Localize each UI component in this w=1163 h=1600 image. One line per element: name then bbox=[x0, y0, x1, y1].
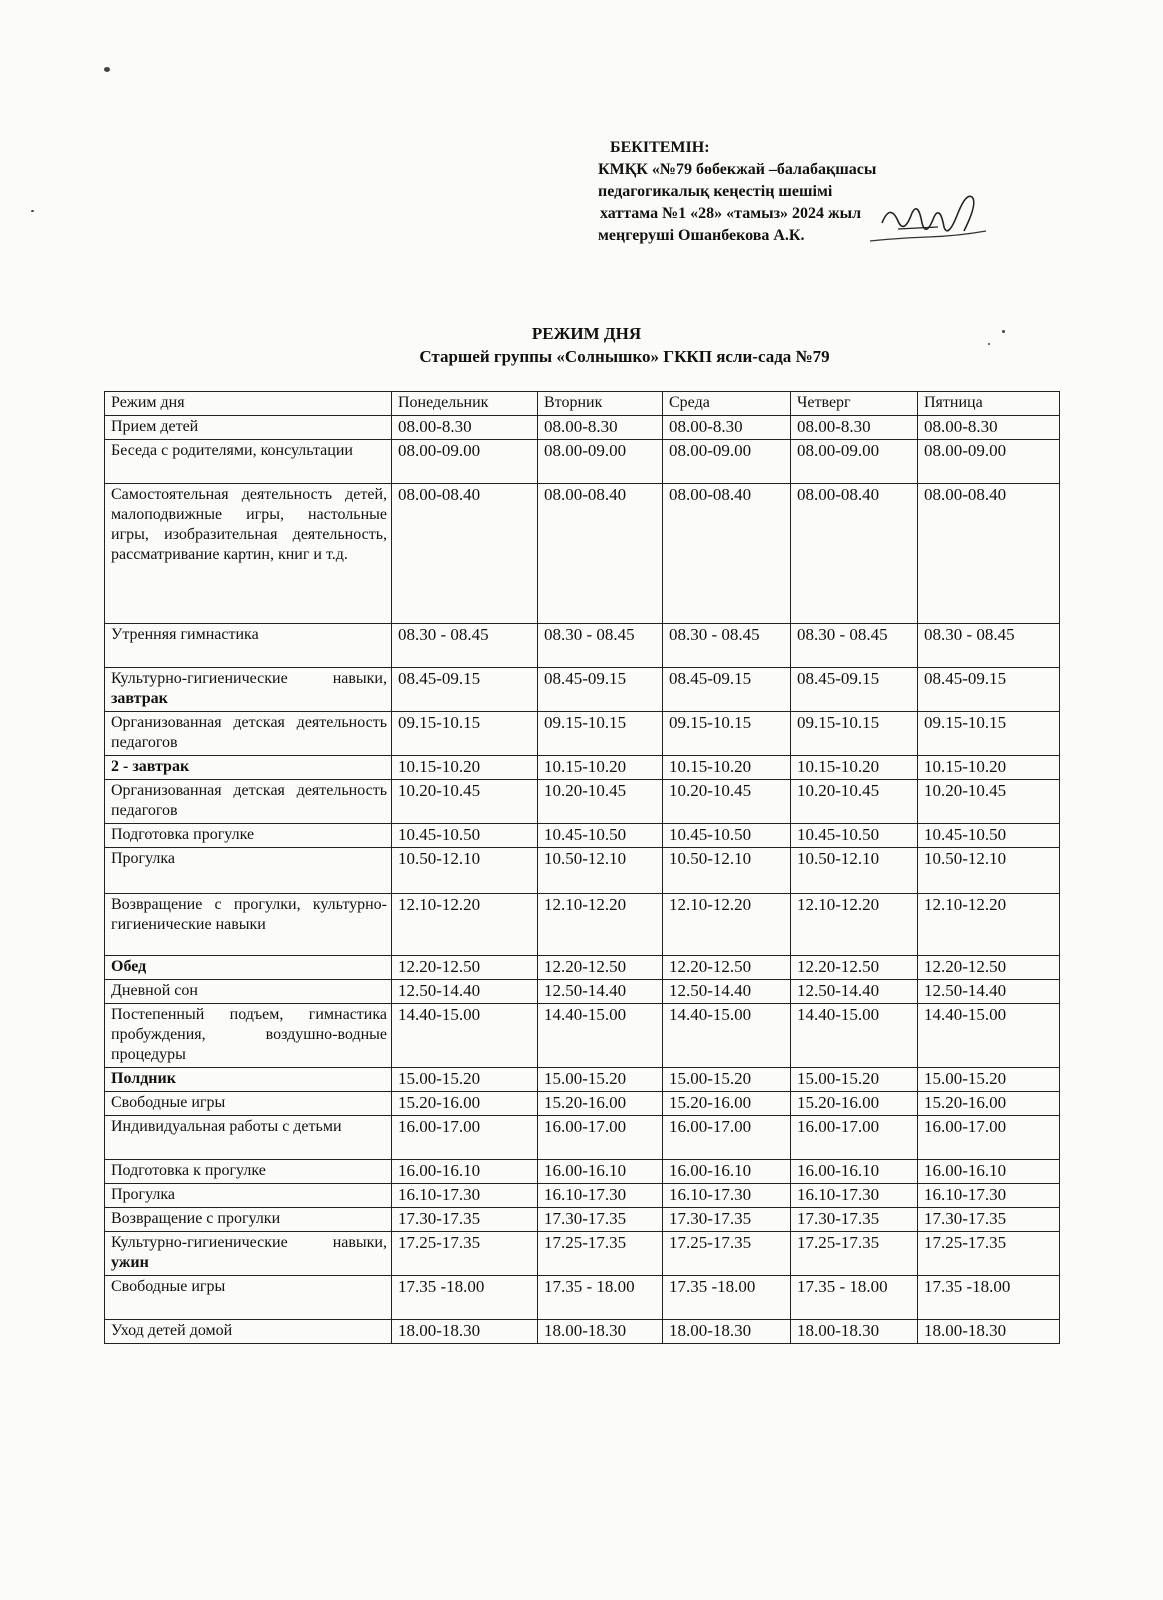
time-cell: 10.50-12.10 bbox=[918, 848, 1060, 894]
activity-text: Утренняя гимнастика bbox=[111, 626, 259, 643]
activity-text: Возвращение с прогулки, культурно-гигиенические навыки bbox=[111, 896, 387, 933]
time-cell: 12.10-12.20 bbox=[538, 894, 663, 956]
header-cell: Понедельник bbox=[392, 392, 538, 416]
time-cell: 08.30 - 08.45 bbox=[663, 624, 791, 668]
time-cell: 16.00-16.10 bbox=[918, 1160, 1060, 1184]
activity-text: Прогулка bbox=[111, 1186, 176, 1203]
schedule-table bbox=[104, 391, 1060, 1344]
table-row bbox=[105, 1184, 1060, 1208]
time-cell: 08.00-08.40 bbox=[791, 484, 918, 624]
time-cell: 10.20-10.45 bbox=[791, 780, 918, 824]
activity-cell bbox=[105, 848, 392, 894]
time-cell: 14.40-15.00 bbox=[392, 1004, 538, 1068]
time-cell: 10.15-10.20 bbox=[538, 756, 663, 780]
table-row bbox=[105, 980, 1060, 1004]
time-cell: 08.45-09.15 bbox=[918, 668, 1060, 712]
time-cell: 14.40-15.00 bbox=[918, 1004, 1060, 1068]
activity-text: Беседа с родителями, консультации bbox=[111, 442, 353, 459]
time-cell: 10.50-12.10 bbox=[663, 848, 791, 894]
header-cell: Пятница bbox=[918, 392, 1060, 416]
time-cell: 17.35 -18.00 bbox=[392, 1276, 538, 1320]
time-cell: 16.10-17.30 bbox=[538, 1184, 663, 1208]
time-cell: 15.20-16.00 bbox=[663, 1092, 791, 1116]
time-cell: 08.00-08.40 bbox=[663, 484, 791, 624]
time-cell: 12.50-14.40 bbox=[538, 980, 663, 1004]
signature-image bbox=[868, 183, 988, 253]
activity-cell bbox=[105, 1320, 392, 1344]
time-cell: 15.00-15.20 bbox=[538, 1068, 663, 1092]
approval-protocol: хаттама №1 «28» «тамыз» 2024 жыл bbox=[600, 205, 862, 222]
header-cell: Вторник bbox=[538, 392, 663, 416]
time-cell: 09.15-10.15 bbox=[392, 712, 538, 756]
time-cell: 17.25-17.35 bbox=[663, 1232, 791, 1276]
approval-block bbox=[598, 137, 876, 247]
activity-text: Прием детей bbox=[111, 418, 199, 435]
activity-cell bbox=[105, 712, 392, 756]
activity-cell bbox=[105, 894, 392, 956]
table-row bbox=[105, 1092, 1060, 1116]
time-cell: 08.45-09.15 bbox=[663, 668, 791, 712]
time-cell: 12.20-12.50 bbox=[663, 956, 791, 980]
table-row bbox=[105, 1276, 1060, 1320]
time-cell: 17.25-17.35 bbox=[918, 1232, 1060, 1276]
time-cell: 10.45-10.50 bbox=[663, 824, 791, 848]
time-cell: 08.00-8.30 bbox=[538, 416, 663, 440]
time-cell: 12.20-12.50 bbox=[392, 956, 538, 980]
activity-text: Культурно-гигиенические навыки, bbox=[111, 670, 387, 687]
time-cell: 12.20-12.50 bbox=[538, 956, 663, 980]
time-cell: 17.35 -18.00 bbox=[918, 1276, 1060, 1320]
table-row bbox=[105, 780, 1060, 824]
activity-cell bbox=[105, 1160, 392, 1184]
time-cell: 12.10-12.20 bbox=[791, 894, 918, 956]
time-cell: 15.00-15.20 bbox=[392, 1068, 538, 1092]
header-cell: Режим дня bbox=[105, 392, 392, 416]
time-cell: 18.00-18.30 bbox=[538, 1320, 663, 1344]
time-cell: 14.40-15.00 bbox=[538, 1004, 663, 1068]
time-cell: 16.00-17.00 bbox=[538, 1116, 663, 1160]
table-row bbox=[105, 756, 1060, 780]
activity-cell bbox=[105, 780, 392, 824]
time-cell: 17.30-17.35 bbox=[538, 1208, 663, 1232]
time-cell: 10.15-10.20 bbox=[663, 756, 791, 780]
time-cell: 18.00-18.30 bbox=[392, 1320, 538, 1344]
time-cell: 16.00-16.10 bbox=[538, 1160, 663, 1184]
time-cell: 17.30-17.35 bbox=[918, 1208, 1060, 1232]
table-header-row bbox=[105, 392, 1060, 416]
activity-text: Уход детей домой bbox=[111, 1322, 233, 1339]
time-cell: 16.10-17.30 bbox=[791, 1184, 918, 1208]
activity-cell bbox=[105, 824, 392, 848]
time-cell: 18.00-18.30 bbox=[663, 1320, 791, 1344]
time-cell: 10.50-12.10 bbox=[791, 848, 918, 894]
activity-cell bbox=[105, 756, 392, 780]
time-cell: 17.25-17.35 bbox=[392, 1232, 538, 1276]
table-row bbox=[105, 1068, 1060, 1092]
time-cell: 12.50-14.40 bbox=[791, 980, 918, 1004]
activity-meal: завтрак bbox=[111, 690, 168, 707]
table-row bbox=[105, 1116, 1060, 1160]
table-row bbox=[105, 668, 1060, 712]
activity-cell bbox=[105, 1068, 392, 1092]
time-cell: 17.35 - 18.00 bbox=[538, 1276, 663, 1320]
table-row bbox=[105, 712, 1060, 756]
time-cell: 15.20-16.00 bbox=[392, 1092, 538, 1116]
time-cell: 09.15-10.15 bbox=[663, 712, 791, 756]
activity-meal: Полдник bbox=[111, 1070, 176, 1087]
activity-cell bbox=[105, 1116, 392, 1160]
activity-cell bbox=[105, 956, 392, 980]
time-cell: 08.00-09.00 bbox=[663, 440, 791, 484]
activity-text: Подготовка прогулке bbox=[111, 826, 255, 843]
time-cell: 14.40-15.00 bbox=[663, 1004, 791, 1068]
time-cell: 10.45-10.50 bbox=[791, 824, 918, 848]
activity-text: Культурно-гигиенические навыки, bbox=[111, 1234, 387, 1251]
time-cell: 08.00-09.00 bbox=[392, 440, 538, 484]
activity-text: Самостоятельная деятельность детей, малоподвижные игры, настольные игры, изобразительная деятельность, рассматривание картин, книг и т.д. bbox=[111, 486, 387, 563]
approval-heading: БЕКІТЕМІН: bbox=[610, 139, 710, 156]
time-cell: 08.30 - 08.45 bbox=[918, 624, 1060, 668]
time-cell: 10.50-12.10 bbox=[392, 848, 538, 894]
time-cell: 08.00-8.30 bbox=[392, 416, 538, 440]
time-cell: 16.00-16.10 bbox=[392, 1160, 538, 1184]
activity-cell bbox=[105, 1184, 392, 1208]
activity-cell bbox=[105, 980, 392, 1004]
time-cell: 08.30 - 08.45 bbox=[791, 624, 918, 668]
activity-cell bbox=[105, 1004, 392, 1068]
time-cell: 15.00-15.20 bbox=[918, 1068, 1060, 1092]
table-row bbox=[105, 1232, 1060, 1276]
time-cell: 12.20-12.50 bbox=[918, 956, 1060, 980]
time-cell: 12.20-12.50 bbox=[791, 956, 918, 980]
table-row bbox=[105, 624, 1060, 668]
time-cell: 10.45-10.50 bbox=[392, 824, 538, 848]
activity-text: Дневной сон bbox=[111, 982, 198, 999]
time-cell: 08.45-09.15 bbox=[538, 668, 663, 712]
time-cell: 16.00-16.10 bbox=[791, 1160, 918, 1184]
time-cell: 09.15-10.15 bbox=[538, 712, 663, 756]
time-cell: 08.00-08.40 bbox=[538, 484, 663, 624]
time-cell: 15.20-16.00 bbox=[918, 1092, 1060, 1116]
document-title bbox=[0, 322, 1163, 368]
scan-speck bbox=[31, 210, 34, 212]
time-cell: 08.00-09.00 bbox=[538, 440, 663, 484]
time-cell: 08.00-09.00 bbox=[791, 440, 918, 484]
header-cell: Четверг bbox=[791, 392, 918, 416]
approval-organization: КМҚК «№79 бөбекжай –балабақшасы bbox=[598, 161, 877, 178]
table-row bbox=[105, 1160, 1060, 1184]
time-cell: 08.00-08.40 bbox=[392, 484, 538, 624]
table-row bbox=[105, 956, 1060, 980]
time-cell: 09.15-10.15 bbox=[918, 712, 1060, 756]
time-cell: 08.00-8.30 bbox=[663, 416, 791, 440]
table-row bbox=[105, 894, 1060, 956]
scan-speck bbox=[104, 67, 110, 72]
schedule-body bbox=[105, 416, 1060, 1344]
time-cell: 16.00-17.00 bbox=[663, 1116, 791, 1160]
time-cell: 10.20-10.45 bbox=[538, 780, 663, 824]
activity-meal: 2 - завтрак bbox=[111, 758, 190, 775]
table-row bbox=[105, 848, 1060, 894]
activity-text: Постепенный подъем, гимнастика пробуждения, воздушно-водные процедуры bbox=[111, 1006, 387, 1063]
time-cell: 09.15-10.15 bbox=[791, 712, 918, 756]
time-cell: 17.30-17.35 bbox=[663, 1208, 791, 1232]
table-row bbox=[105, 1320, 1060, 1344]
activity-text: Организованная детская деятельность педагогов bbox=[111, 714, 387, 751]
activity-text: Организованная детская деятельность педагогов bbox=[111, 782, 387, 819]
activity-cell bbox=[105, 624, 392, 668]
time-cell: 12.10-12.20 bbox=[663, 894, 791, 956]
time-cell: 12.50-14.40 bbox=[663, 980, 791, 1004]
time-cell: 16.10-17.30 bbox=[663, 1184, 791, 1208]
table-row bbox=[105, 1004, 1060, 1068]
time-cell: 10.45-10.50 bbox=[538, 824, 663, 848]
time-cell: 18.00-18.30 bbox=[791, 1320, 918, 1344]
time-cell: 15.20-16.00 bbox=[791, 1092, 918, 1116]
activity-text: Подготовка к прогулке bbox=[111, 1162, 266, 1179]
time-cell: 08.00-8.30 bbox=[918, 416, 1060, 440]
time-cell: 10.50-12.10 bbox=[538, 848, 663, 894]
title-main: РЕЖИМ ДНЯ bbox=[531, 324, 642, 343]
table-row bbox=[105, 824, 1060, 848]
table-row bbox=[105, 1208, 1060, 1232]
time-cell: 08.00-09.00 bbox=[918, 440, 1060, 484]
activity-cell bbox=[105, 416, 392, 440]
activity-text: Возвращение с прогулки bbox=[111, 1210, 281, 1227]
time-cell: 10.15-10.20 bbox=[918, 756, 1060, 780]
time-cell: 10.20-10.45 bbox=[392, 780, 538, 824]
activity-cell bbox=[105, 440, 392, 484]
activity-text: Индивидуальная работы с детьми bbox=[111, 1118, 342, 1135]
time-cell: 16.10-17.30 bbox=[918, 1184, 1060, 1208]
activity-text: Свободные игры bbox=[111, 1094, 226, 1111]
activity-cell bbox=[105, 1232, 392, 1276]
time-cell: 10.20-10.45 bbox=[918, 780, 1060, 824]
time-cell: 14.40-15.00 bbox=[791, 1004, 918, 1068]
time-cell: 08.45-09.15 bbox=[791, 668, 918, 712]
table-row bbox=[105, 416, 1060, 440]
time-cell: 17.30-17.35 bbox=[791, 1208, 918, 1232]
time-cell: 12.10-12.20 bbox=[918, 894, 1060, 956]
activity-cell bbox=[105, 1276, 392, 1320]
time-cell: 10.15-10.20 bbox=[791, 756, 918, 780]
activity-cell bbox=[105, 1092, 392, 1116]
time-cell: 12.10-12.20 bbox=[392, 894, 538, 956]
time-cell: 15.00-15.20 bbox=[663, 1068, 791, 1092]
time-cell: 12.50-14.40 bbox=[392, 980, 538, 1004]
time-cell: 18.00-18.30 bbox=[918, 1320, 1060, 1344]
approval-council: педагогикалық кеңестің шешімі bbox=[598, 183, 833, 200]
time-cell: 17.25-17.35 bbox=[791, 1232, 918, 1276]
time-cell: 08.30 - 08.45 bbox=[392, 624, 538, 668]
time-cell: 16.10-17.30 bbox=[392, 1184, 538, 1208]
time-cell: 16.00-17.00 bbox=[791, 1116, 918, 1160]
header-cell: Среда bbox=[663, 392, 791, 416]
time-cell: 08.00-8.30 bbox=[791, 416, 918, 440]
table-row bbox=[105, 440, 1060, 484]
time-cell: 10.45-10.50 bbox=[918, 824, 1060, 848]
time-cell: 16.00-17.00 bbox=[918, 1116, 1060, 1160]
time-cell: 17.30-17.35 bbox=[392, 1208, 538, 1232]
time-cell: 08.00-08.40 bbox=[918, 484, 1060, 624]
activity-cell bbox=[105, 668, 392, 712]
time-cell: 15.20-16.00 bbox=[538, 1092, 663, 1116]
time-cell: 12.50-14.40 bbox=[918, 980, 1060, 1004]
activity-meal: ужин bbox=[111, 1254, 149, 1271]
activity-cell bbox=[105, 1208, 392, 1232]
time-cell: 16.00-17.00 bbox=[392, 1116, 538, 1160]
time-cell: 17.35 -18.00 bbox=[663, 1276, 791, 1320]
title-sub: Старшей группы «Солнышко» ГККП ясли-сада №79 bbox=[419, 347, 830, 366]
time-cell: 17.25-17.35 bbox=[538, 1232, 663, 1276]
approval-head: меңгеруші Ошанбекова А.К. bbox=[598, 227, 805, 244]
time-cell: 17.35 - 18.00 bbox=[791, 1276, 918, 1320]
time-cell: 08.45-09.15 bbox=[392, 668, 538, 712]
time-cell: 10.15-10.20 bbox=[392, 756, 538, 780]
time-cell: 10.20-10.45 bbox=[663, 780, 791, 824]
time-cell: 08.30 - 08.45 bbox=[538, 624, 663, 668]
table-row bbox=[105, 484, 1060, 624]
activity-meal: Обед bbox=[111, 958, 147, 975]
activity-text: Свободные игры bbox=[111, 1278, 226, 1295]
activity-cell bbox=[105, 484, 392, 624]
time-cell: 16.00-16.10 bbox=[663, 1160, 791, 1184]
activity-text: Прогулка bbox=[111, 850, 176, 867]
time-cell: 15.00-15.20 bbox=[791, 1068, 918, 1092]
